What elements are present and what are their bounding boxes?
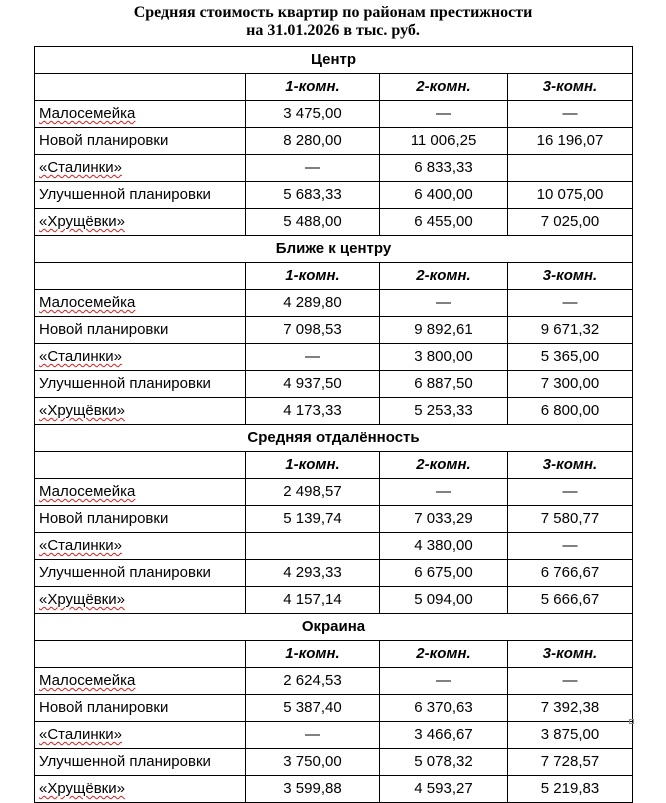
table-row xyxy=(35,344,633,371)
price-cell-3-room xyxy=(508,479,633,506)
table-row xyxy=(35,479,633,506)
apartment-type-cell xyxy=(35,182,246,209)
table-row xyxy=(35,776,633,803)
price-cell-2-room xyxy=(380,317,508,344)
apartment-type-cell xyxy=(35,749,246,776)
table-row xyxy=(35,290,633,317)
section-title xyxy=(35,425,633,452)
price-cell-1-room xyxy=(246,155,380,182)
price-cell-2-room-text: — xyxy=(436,483,451,500)
price-cell-3-room-text: 9 671,32 xyxy=(540,321,600,338)
price-cell-1-room xyxy=(246,182,380,209)
column-header-1-text: 1-комн. xyxy=(285,456,340,473)
apartment-type-cell-text: «Хрущёвки» xyxy=(39,591,125,608)
price-cell-2-room-text: 3 800,00 xyxy=(414,348,473,365)
table-row xyxy=(35,560,633,587)
price-cell-3-room xyxy=(508,344,633,371)
column-header-1 xyxy=(246,641,380,668)
column-header-1-text: 1-комн. xyxy=(285,78,340,95)
column-header-empty xyxy=(35,74,246,101)
price-cell-2-room-text: 3 466,67 xyxy=(414,726,473,743)
price-cell-3-room xyxy=(508,533,633,560)
price-cell-1-room-text: 2 624,53 xyxy=(283,672,342,689)
column-header-3-text: 3-комн. xyxy=(542,267,598,284)
column-header-row xyxy=(35,452,633,479)
title-line-1: Средняя стоимость квартир по районам престижности xyxy=(133,4,533,21)
price-cell-3-room-text: 7 392,38 xyxy=(540,699,600,716)
price-cell-1-room-text: 3 475,00 xyxy=(283,105,342,122)
column-header-empty xyxy=(35,452,246,479)
column-header-2-text: 2-комн. xyxy=(416,456,471,473)
price-cell-2-room-text: 11 006,25 xyxy=(410,132,477,149)
price-cell-2-room xyxy=(380,749,508,776)
column-header-empty xyxy=(35,263,246,290)
price-cell-3-room-text: 5 365,00 xyxy=(540,348,600,365)
column-header-1-text: 1-комн. xyxy=(285,645,340,662)
column-header-2 xyxy=(380,641,508,668)
price-cell-2-room xyxy=(380,101,508,128)
price-cell-2-room-text: — xyxy=(436,105,451,122)
apartment-type-cell-text: Новой планировки xyxy=(39,699,169,716)
price-cell-3-room xyxy=(508,749,633,776)
price-cell-1-room xyxy=(246,587,380,614)
apartment-type-cell-text: Улучшенной планировки xyxy=(39,375,211,392)
apartment-type-cell-text: «Хрущёвки» xyxy=(39,402,125,419)
price-cell-2-room xyxy=(380,128,508,155)
price-cell-2-room xyxy=(380,506,508,533)
price-cell-2-room-text: 6 370,63 xyxy=(414,699,473,716)
price-cell-1-room xyxy=(246,668,380,695)
price-cell-3-room-text: 7 580,77 xyxy=(540,510,600,527)
table-end-marker xyxy=(629,719,634,724)
price-cell-3-room xyxy=(508,317,633,344)
table-row xyxy=(35,371,633,398)
price-cell-1-room xyxy=(246,209,380,236)
price-cell-1-room xyxy=(246,695,380,722)
price-cell-2-room-text: — xyxy=(436,294,451,311)
apartment-type-cell-text: Малосемейка xyxy=(39,483,136,500)
column-header-1 xyxy=(246,452,380,479)
apartment-type-cell-text: «Сталинки» xyxy=(39,159,122,176)
column-header-3 xyxy=(508,74,633,101)
price-cell-1-room-text: — xyxy=(305,159,320,176)
column-header-2 xyxy=(380,263,508,290)
apartment-type-cell xyxy=(35,128,246,155)
price-cell-1-room xyxy=(246,749,380,776)
price-cell-3-room-text: 3 875,00 xyxy=(540,726,600,743)
price-cell-3-room xyxy=(508,506,633,533)
apartment-type-cell-text: Улучшенной планировки xyxy=(39,186,211,203)
price-cell-2-room xyxy=(380,722,508,749)
apartment-type-cell-text: Малосемейка xyxy=(39,105,136,122)
section-header-row xyxy=(35,425,633,452)
price-table-body xyxy=(35,47,633,803)
apartment-type-cell xyxy=(35,776,246,803)
price-cell-1-room-text: 3 750,00 xyxy=(283,753,342,770)
section-title-text: Центр xyxy=(310,51,357,68)
price-cell-2-room-text: — xyxy=(436,672,451,689)
table-row xyxy=(35,128,633,155)
apartment-type-cell xyxy=(35,533,246,560)
price-cell-2-room xyxy=(380,155,508,182)
price-cell-3-room xyxy=(508,560,633,587)
price-cell-3-room xyxy=(508,776,633,803)
price-cell-3-room xyxy=(508,101,633,128)
column-header-row xyxy=(35,263,633,290)
price-cell-1-room-text: 4 293,33 xyxy=(283,564,342,581)
column-header-1-text: 1-комн. xyxy=(285,267,340,284)
column-header-3-text: 3-комн. xyxy=(542,456,598,473)
apartment-type-cell-text: «Хрущёвки» xyxy=(39,780,125,797)
price-cell-1-room xyxy=(246,290,380,317)
table-row xyxy=(35,317,633,344)
price-cell-1-room xyxy=(246,128,380,155)
price-cell-2-room xyxy=(380,398,508,425)
column-header-row xyxy=(35,641,633,668)
price-cell-2-room xyxy=(380,776,508,803)
price-cell-3-room xyxy=(508,668,633,695)
price-cell-1-room xyxy=(246,533,380,560)
price-cell-2-room xyxy=(380,344,508,371)
price-cell-3-room xyxy=(508,182,633,209)
section-title-text: Средняя отдалённость xyxy=(247,429,420,446)
section-header-row xyxy=(35,614,633,641)
price-cell-3-room xyxy=(508,155,633,182)
column-header-3 xyxy=(508,263,633,290)
title-line-2: на 31.01.2026 в тыс. руб. xyxy=(246,22,420,39)
price-cell-3-room xyxy=(508,371,633,398)
price-cell-1-room-text: — xyxy=(305,348,320,365)
price-cell-2-room xyxy=(380,182,508,209)
apartment-type-cell-text: Новой планировки xyxy=(39,510,169,527)
price-cell-1-room xyxy=(246,722,380,749)
price-cell-1-room xyxy=(246,506,380,533)
price-cell-1-room-text: 3 599,88 xyxy=(283,780,342,797)
apartment-type-cell-text: Новой планировки xyxy=(39,132,169,149)
price-cell-3-room-text: — xyxy=(562,537,578,554)
apartment-type-cell xyxy=(35,479,246,506)
price-cell-1-room-text: 4 173,33 xyxy=(283,402,342,419)
apartment-type-cell-text: «Сталинки» xyxy=(39,726,122,743)
price-table xyxy=(34,46,633,803)
price-cell-1-room xyxy=(246,560,380,587)
column-header-2 xyxy=(380,452,508,479)
price-cell-2-room xyxy=(380,560,508,587)
apartment-type-cell xyxy=(35,722,246,749)
section-title xyxy=(35,236,633,263)
table-row xyxy=(35,533,633,560)
price-cell-1-room xyxy=(246,479,380,506)
price-cell-2-room xyxy=(380,668,508,695)
price-cell-2-room-text: 6 675,00 xyxy=(414,564,473,581)
price-cell-3-room xyxy=(508,695,633,722)
table-row xyxy=(35,587,633,614)
price-cell-3-room-text: — xyxy=(562,672,578,689)
table-row xyxy=(35,209,633,236)
price-cell-1-room-text: 5 139,74 xyxy=(283,510,342,527)
column-header-1 xyxy=(246,263,380,290)
apartment-type-cell xyxy=(35,587,246,614)
apartment-type-cell xyxy=(35,560,246,587)
price-cell-2-room-text: 6 887,50 xyxy=(414,375,473,392)
price-cell-2-room-text: 5 094,00 xyxy=(414,591,473,608)
apartment-type-cell-text: Улучшенной планировки xyxy=(39,564,211,581)
column-header-empty xyxy=(35,641,246,668)
price-cell-1-room-text: 5 387,40 xyxy=(283,699,342,716)
section-header-row xyxy=(35,236,633,263)
price-cell-2-room-text: 6 833,33 xyxy=(414,159,473,176)
price-cell-1-room-text: 7 098,53 xyxy=(283,321,342,338)
section-title-text: Окраина xyxy=(301,618,366,635)
table-row xyxy=(35,722,633,749)
table-row xyxy=(35,101,633,128)
price-cell-2-room xyxy=(380,290,508,317)
price-cell-1-room-text: 4 937,50 xyxy=(283,375,342,392)
table-row xyxy=(35,506,633,533)
table-row xyxy=(35,695,633,722)
table-row xyxy=(35,668,633,695)
apartment-type-cell xyxy=(35,398,246,425)
column-header-3 xyxy=(508,452,633,479)
price-cell-2-room-text: 5 078,32 xyxy=(414,753,473,770)
price-cell-1-room xyxy=(246,776,380,803)
table-row xyxy=(35,749,633,776)
price-cell-3-room-text: 16 196,07 xyxy=(536,132,604,149)
price-cell-3-room xyxy=(508,290,633,317)
column-header-2 xyxy=(380,74,508,101)
price-cell-3-room-text: 5 666,67 xyxy=(540,591,600,608)
price-cell-1-room-text: 4 157,14 xyxy=(283,591,342,608)
price-cell-3-room xyxy=(508,209,633,236)
section-title xyxy=(35,614,633,641)
price-cell-1-room-text: — xyxy=(305,726,320,743)
apartment-type-cell xyxy=(35,506,246,533)
price-cell-2-room-text: 9 892,61 xyxy=(414,321,473,338)
price-cell-1-room-text: 8 280,00 xyxy=(283,132,342,149)
price-cell-2-room-text: 6 400,00 xyxy=(414,186,473,203)
price-cell-2-room-text: 5 253,33 xyxy=(414,402,473,419)
section-title xyxy=(35,47,633,74)
price-cell-2-room xyxy=(380,371,508,398)
price-cell-3-room-text: 5 219,83 xyxy=(540,780,600,797)
apartment-type-cell-text: «Сталинки» xyxy=(39,537,122,554)
price-cell-3-room-text: — xyxy=(562,294,578,311)
price-cell-1-room xyxy=(246,317,380,344)
apartment-type-cell xyxy=(35,155,246,182)
price-cell-3-room-text: 6 766,67 xyxy=(540,564,600,581)
apartment-type-cell xyxy=(35,290,246,317)
price-cell-1-room xyxy=(246,398,380,425)
section-title-text: Ближе к центру xyxy=(275,240,392,257)
apartment-type-cell-text: Малосемейка xyxy=(39,672,136,689)
price-cell-2-room xyxy=(380,695,508,722)
price-cell-3-room-text: — xyxy=(562,105,578,122)
price-cell-1-room-text: 2 498,57 xyxy=(283,483,342,500)
price-cell-2-room xyxy=(380,209,508,236)
table-row xyxy=(35,182,633,209)
table-row xyxy=(35,155,633,182)
price-cell-2-room xyxy=(380,479,508,506)
price-cell-2-room-text: 7 033,29 xyxy=(414,510,473,527)
price-cell-2-room xyxy=(380,587,508,614)
column-header-3 xyxy=(508,641,633,668)
section-header-row xyxy=(35,47,633,74)
column-header-2-text: 2-комн. xyxy=(416,78,471,95)
price-cell-3-room xyxy=(508,722,633,749)
document-title xyxy=(0,4,666,40)
price-cell-1-room xyxy=(246,371,380,398)
table-row xyxy=(35,398,633,425)
price-cell-3-room-text: — xyxy=(562,483,578,500)
apartment-type-cell xyxy=(35,101,246,128)
column-header-1 xyxy=(246,74,380,101)
apartment-type-cell xyxy=(35,344,246,371)
price-cell-2-room-text: 6 455,00 xyxy=(414,213,473,230)
apartment-type-cell xyxy=(35,209,246,236)
column-header-2-text: 2-комн. xyxy=(416,645,471,662)
price-cell-3-room xyxy=(508,587,633,614)
apartment-type-cell-text: Малосемейка xyxy=(39,294,136,311)
price-cell-2-room-text: 4 593,27 xyxy=(414,780,473,797)
apartment-type-cell-text: Улучшенной планировки xyxy=(39,753,211,770)
column-header-3-text: 3-комн. xyxy=(542,645,598,662)
price-cell-2-room-text: 4 380,00 xyxy=(414,537,473,554)
price-cell-3-room-text: 7 300,00 xyxy=(540,375,600,392)
apartment-type-cell-text: Новой планировки xyxy=(39,321,169,338)
apartment-type-cell-text: «Сталинки» xyxy=(39,348,122,365)
price-cell-3-room xyxy=(508,398,633,425)
apartment-type-cell-text: «Хрущёвки» xyxy=(39,213,125,230)
price-cell-3-room xyxy=(508,128,633,155)
column-header-3-text: 3-комн. xyxy=(542,78,598,95)
price-cell-3-room-text: 6 800,00 xyxy=(540,402,600,419)
column-header-row xyxy=(35,74,633,101)
price-cell-1-room xyxy=(246,101,380,128)
column-header-2-text: 2-комн. xyxy=(416,267,471,284)
price-cell-1-room-text: 5 683,33 xyxy=(283,186,342,203)
price-cell-3-room-text: 10 075,00 xyxy=(536,186,604,203)
apartment-type-cell xyxy=(35,695,246,722)
price-cell-3-room-text: 7 025,00 xyxy=(540,213,600,230)
apartment-type-cell xyxy=(35,371,246,398)
apartment-type-cell xyxy=(35,317,246,344)
price-cell-2-room xyxy=(380,533,508,560)
price-cell-1-room-text: 5 488,00 xyxy=(283,213,342,230)
price-cell-1-room xyxy=(246,344,380,371)
price-cell-3-room-text: 7 728,57 xyxy=(540,753,600,770)
apartment-type-cell xyxy=(35,668,246,695)
price-cell-1-room-text: 4 289,80 xyxy=(283,294,342,311)
